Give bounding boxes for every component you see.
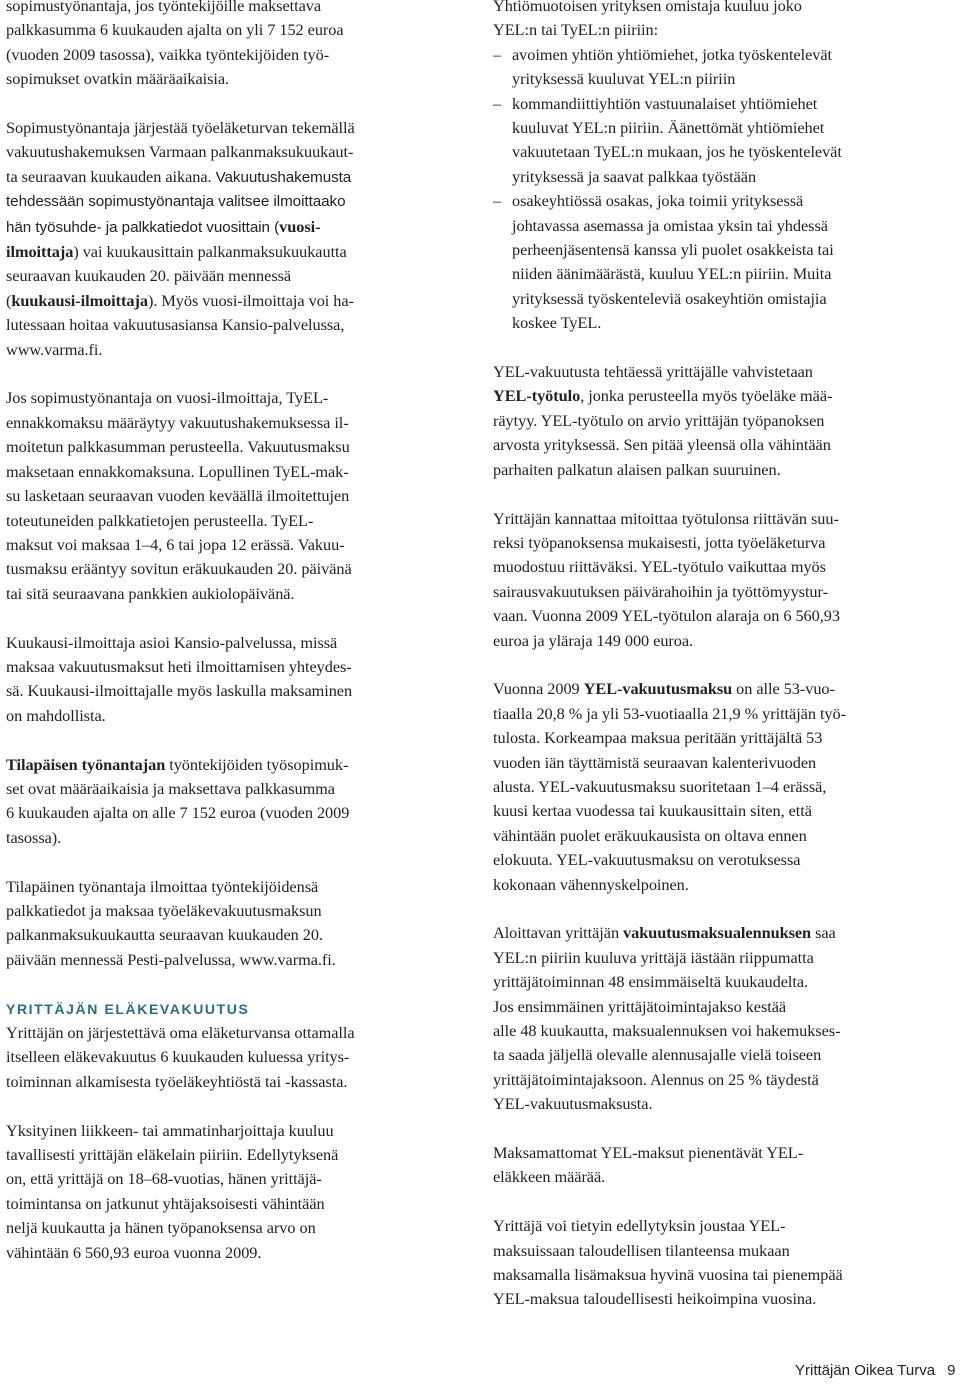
page-number: 9 [947,1362,956,1379]
text-line: YEL:n piiriin kuuluva yrittäjä iästään riippumatta [493,947,814,967]
text-line: arvosta yrityksessä. Sen pitää yleensä olla vähintään [493,435,831,455]
text-line: vakuutetaan TyEL:n mukaan, jos he työskentelevät [512,142,842,162]
text-line: maksuissaan taloudellisen tilanteensa mukaan [493,1240,790,1260]
text-line: neljä kuukautta ja hänen työpanoksensa arvo on [6,1218,316,1238]
text-line: palkanmaksukuukautta seuraavan kuukauden 20. [6,925,323,945]
text-line: päivään mennessä Pesti-palvelussa, www.varma.fi. [6,949,336,969]
text-line: 6 kuukauden ajalta on alle 7 152 euroa (vuoden 2009 [6,803,350,823]
text-line: parhaiten palkatun alaisen palkan suuruinen. [493,459,781,479]
text-line [6,165,456,190]
publication-title: Yrittäjän Oikea Turva [795,1362,936,1379]
paragraph-tilapainen-tyonantaja [6,753,456,851]
text-line: alusta. YEL-vakuutusmaksu suoritetaan 1–4 erässä, [493,776,827,796]
text-line: tulosta. Korkeampaa maksua peritään yrittäjältä 53 [493,728,823,748]
list-item [493,43,953,92]
paragraph-tyotulon-mitoitus [493,507,953,653]
text-line: tusmaksu erääntyy sovitun eräkuukauden 20. päivänä [6,559,352,579]
text-line: maksamalla lisämaksua hyvinä vuosina tai pienempää [493,1265,843,1285]
text-line [6,240,456,264]
text-span: Aloittavan yrittäjän [493,923,624,943]
tilapainen-tyonantaja-term: Tilapäisen työnantajan [6,754,166,774]
vakuutusmaksualennus-term: vakuutusmaksualennuksen [623,923,812,943]
text-line: palkkasumma 6 kuukauden ajalta on yli 7 152 euroa [6,20,344,40]
text-line: – kommandiittiyhtiön vastuunalaiset yhtiömiehet [493,92,953,116]
text-line [493,921,953,945]
list-item [493,189,953,335]
text-line: muodostuu riittäväksi. YEL-työtulo vaikuttaa myös [493,557,826,577]
text-line: yrityksessä ja saavat palkkaa työstään [512,166,757,186]
text-line: alle 48 kuukautta, maksualennuksen voi hakemukses- [493,1021,841,1040]
text-line: palkkatiedot ja maksaa työeläkevakuutusmaksun [6,900,322,920]
text-line: räytyy. YEL-työtulo on arvio yrittäjän työpanoksen [493,410,825,430]
text-line: Yrittäjän kannattaa mitoittaa työtulonsa riittävän suu- [493,508,839,528]
text-line: Jos ensimmäinen yrittäjätoimintajakso kestää [493,996,787,1016]
text-line: YEL-vakuutusmaksusta. [493,1094,653,1114]
text-line: on, että yrittäjä on 18–68-vuotias, hänen yrittäjä- [6,1169,322,1189]
text-line: moitetun palkkasumman perusteella. Vakuutusmaksu [6,437,350,457]
paragraph-joustava-maksu [493,1214,953,1312]
text-line: itselleen eläkevakuutus 6 kuukauden kuluessa yritys- [6,1047,350,1067]
text-line: reksi työpanoksensa mukaisesti, jotta työeläketurva [493,532,826,552]
text-line: www.varma.fi. [6,339,103,359]
paragraph-yel-tyotulo [493,360,953,482]
paragraph-pesti-palvelu [6,875,456,973]
paragraph-kuukausi-ilmoittaja [6,631,456,729]
text-line: maksut voi maksaa 1–4, 6 tai jopa 12 erässä. Vakuu- [6,534,345,554]
text-line: yrittäjätoiminnan 48 ensimmäiseltä kuukaudelta. [493,972,809,992]
text-line: Kuukausi-ilmoittaja asioi Kansio-palvelussa, missä [6,632,338,652]
text-span: hän työsuhde- ja palkkatiedot vuosittain ( [6,218,280,236]
text-line: tehdessään sopimustyönantaja valitsee ilmoittaako [6,193,346,211]
text-span: saa [811,923,836,943]
text-line: Jos sopimustyönantaja on vuosi-ilmoittaja, TyEL- [6,388,329,408]
text-line: sopimustyönantaja, jos työntekijöille maksettava [6,0,322,15]
text-line: tiaalla 20,8 % ja yli 53-vuotiaalla 21,9 % yrittäjän työ- [493,703,846,723]
text-line: su lasketaan seuraavan vuoden keväällä ilmoitettujen [6,486,350,506]
text-line: tasossa). [6,827,62,847]
paragraph-sopimustyonantaja-intro [6,0,456,92]
vuosi-ilmoittaja-term: ilmoittaja [6,242,74,262]
vuosi-ilmoittaja-term: vuosi- [279,216,321,236]
paragraph-elaketurva-jarjestaminen [6,116,456,362]
text-line: yrityksessä kuuluvat YEL:n piiriin [512,69,736,89]
paragraph-maksualennus [493,921,953,1116]
text-line: sä. Kuukausi-ilmoittajalle myös laskulla maksaminen [6,681,353,701]
page-footer [795,1362,955,1379]
text-line: on mahdollista. [6,705,106,725]
text-line: vähintään puolet eräkuukausista on oltava ennen [493,825,807,845]
text-line: YEL-vakuutusta tehtäessä yrittäjälle vahvistetaan [493,362,813,382]
kuukausi-ilmoittaja-term: kuukausi-ilmoittaja [11,290,148,310]
text-line: maksetaan ennakkomaksuna. Lopullinen TyEL-mak- [6,461,349,481]
text-line: toiminnan alkamisesta työeläkeyhtiöstä tai -kassasta. [6,1071,348,1091]
left-column [6,0,456,1289]
text-line: set ovat määräaikaisia ja maksettava palkkasumma [6,778,335,798]
text-line: Yrittäjän on järjestettävä oma eläketurvansa ottamalla [6,1022,355,1042]
list-item [493,92,953,190]
right-column [493,0,953,1336]
text-line: ennakkomaksu määräytyy vakuutushakemuksessa il- [6,412,349,432]
text-line: johtavassa asemassa ja omistaa yksin tai yhdessä [512,215,828,235]
text-line: seuraavan kuukauden 20. päivään mennessä [6,266,292,286]
text-line [493,677,953,701]
text-line: euroa ja yläraja 149 000 euroa. [493,630,694,650]
text-line: (vuoden 2009 tasossa), vaikka työntekijöiden työ- [6,44,330,64]
paragraph-yel-vakuutusmaksu [493,677,953,897]
text-line: vuoden iän täyttämistä seuraavan kalenterivuoden [493,752,817,772]
text-line [6,289,456,313]
text-line: kuusi kertaa vuodessa tai kuukausittain siten, että [493,801,812,821]
text-line: toimintansa on jatkunut yhtäjaksoisesti vähintään [6,1193,325,1213]
text-line: lutessaan hoitaa vakuutusasiansa Kansio-palvelussa, [6,315,345,335]
text-span: ( [6,290,12,310]
text-line: kuuluvat YEL:n piiriin. Äänettömät yhtiömiehet [512,118,825,138]
text-line: maksaa vakuutusmaksut heti ilmoittamisen yhteydes- [6,656,352,676]
text-span: työntekijöiden työsopimuk- [165,754,349,774]
text-line: yrittäjätoimintajaksoon. Alennus on 25 % täydestä [493,1069,819,1089]
text-span: ta seuraavan kuukauden aikana. [6,166,216,186]
text-line [6,215,456,240]
yel-tyotulo-term: YEL-työtulo [493,386,581,406]
text-line: vähintään 6 560,93 euroa vuonna 2009. [6,1242,262,1262]
text-line [6,753,456,777]
text-span: ). Myös vuosi-ilmoittaja voi ha- [147,290,354,310]
text-line: yrityksessä työskenteleviä osakeyhtiön omistajia [512,288,827,308]
section-heading: YRITTÄJÄN ELÄKEVAKUUTUS [6,1000,250,1017]
text-line: Yrittäjä voi tietyin edellytyksin joustaa YEL- [493,1216,786,1236]
text-line: eläkkeen määrää. [493,1167,606,1187]
text-line: tavallisesti yrittäjän eläkelain piiriin. Edellytyksenä [6,1144,339,1164]
paragraph-yhtiomuotoinen-omistaja [493,0,953,336]
paragraph-yrittajan-elakevakuutus [6,1021,456,1094]
text-span: , jonka perusteella myös työeläke mää- [580,386,833,406]
text-line: kokonaan vähennyskelpoinen. [493,874,689,894]
text-line: YEL:n tai TyEL:n piiriin: [493,20,659,40]
text-line: Yhtiömuotoisen yrityksen omistaja kuuluu joko [493,0,802,15]
text-span: ) vai kuukausittain palkanmaksukuukautta [73,242,347,262]
paragraph-yel-piiri [6,1119,456,1265]
text-line: Yksityinen liikkeen- tai ammatinharjoittaja kuuluu [6,1120,334,1140]
yel-vakuutusmaksu-term: YEL-vakuutusmaksu [583,679,733,699]
text-line: elokuuta. YEL-vakuutusmaksu on verotuksessa [493,850,801,870]
text-line: Sopimustyönantaja järjestää työeläketurvan tekemällä [6,118,355,138]
text-line: sopimukset ovatkin määräaikaisia. [6,69,230,89]
text-span: Vuonna 2009 [493,679,584,699]
text-line: koskee TyEL. [512,313,602,333]
text-span: Vakuutushakemusta [215,168,352,186]
text-line: Maksamattomat YEL-maksut pienentävät YEL- [493,1143,804,1163]
text-line: vaan. Vuonna 2009 YEL-työtulon alaraja on 6 560,93 [493,606,840,626]
text-line: – avoimen yhtiön yhtiömiehet, jotka työskentelevät [493,43,953,67]
text-line [493,384,953,408]
text-line: perheenjäsentensä kanssa yli puolet osakkeista tai [512,240,834,260]
text-line: – osakeyhtiössä osakas, joka toimii yrityksessä [493,189,953,213]
text-line: vakuutushakemuksen Varmaan palkanmaksukuukaut- [6,142,354,162]
paragraph-tyel-ennakkomaksu [6,386,456,606]
text-line: sairausvakuutuksen päivärahoihin ja työttömyystur- [493,581,828,601]
text-line: ta saada jäljellä olevalle alennusajalle vielä toiseen [493,1045,822,1065]
paragraph-maksamattomat-maksut [493,1141,953,1190]
text-line: niiden äänimäärästä, kuuluu YEL:n piiriin. Muita [512,264,832,284]
text-line: tai sitä seuraavana pankkien aukiolopäivänä. [6,583,295,603]
text-span: on alle 53-vuo- [732,679,835,699]
text-line: Tilapäinen työnantaja ilmoittaa työntekijöidensä [6,876,319,896]
text-line: toteutuneiden palkkatietojen perusteella. TyEL- [6,510,314,530]
text-line: YEL-maksua taloudellisesti heikoimpina vuosina. [493,1289,817,1309]
